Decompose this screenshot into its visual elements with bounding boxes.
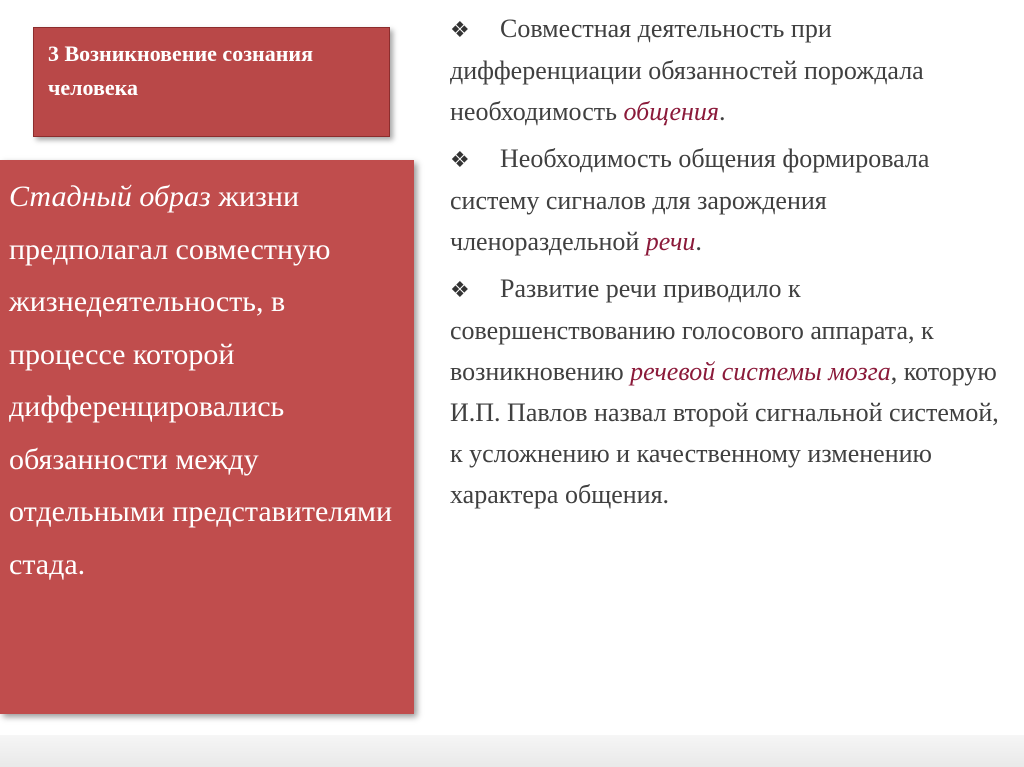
bullet-continuation: к усложнению и качественному изменению характера общения. — [450, 439, 932, 509]
left-panel-italic: Стадный образ — [9, 180, 211, 213]
footer-band — [0, 735, 1024, 767]
bullet-text-end: . — [695, 227, 702, 256]
bullet-text: Развитие речи приводило к совершенствованию голосового аппарата, к возникновению — [450, 274, 934, 386]
left-panel-text — [9, 171, 407, 591]
bullet-item — [450, 8, 1010, 132]
bullet-item — [450, 268, 1010, 515]
bullet-item — [450, 138, 1010, 262]
diamond-bullet-icon: ❖ — [450, 17, 470, 42]
diamond-bullet-icon: ❖ — [450, 277, 470, 302]
bullet-list — [450, 8, 1010, 521]
bullet-highlight: общения — [623, 97, 720, 126]
bullet-text: Необходимость общения формировала систему сигналов для зарождения членораздельной — [450, 144, 930, 256]
bullet-text-end: . — [719, 97, 726, 126]
diamond-bullet-icon: ❖ — [450, 147, 470, 172]
bullet-text-end: , которую И.П. Павлов назвал второй сигнальной системой, — [450, 357, 999, 427]
bullet-highlight: речи — [645, 227, 696, 256]
bullet-highlight: речевой системы мозга — [630, 357, 891, 386]
slide-title: 3 Возникновение сознания человека — [48, 41, 313, 100]
bullet-text: Совместная деятельность при дифференциации обязанностей порождала необходимость — [450, 14, 924, 126]
left-panel-rest: жизни предполагал совместную жизнедеятельность, в процессе которой дифференцировались обязанности между отдельными представителями стада. — [9, 180, 393, 581]
